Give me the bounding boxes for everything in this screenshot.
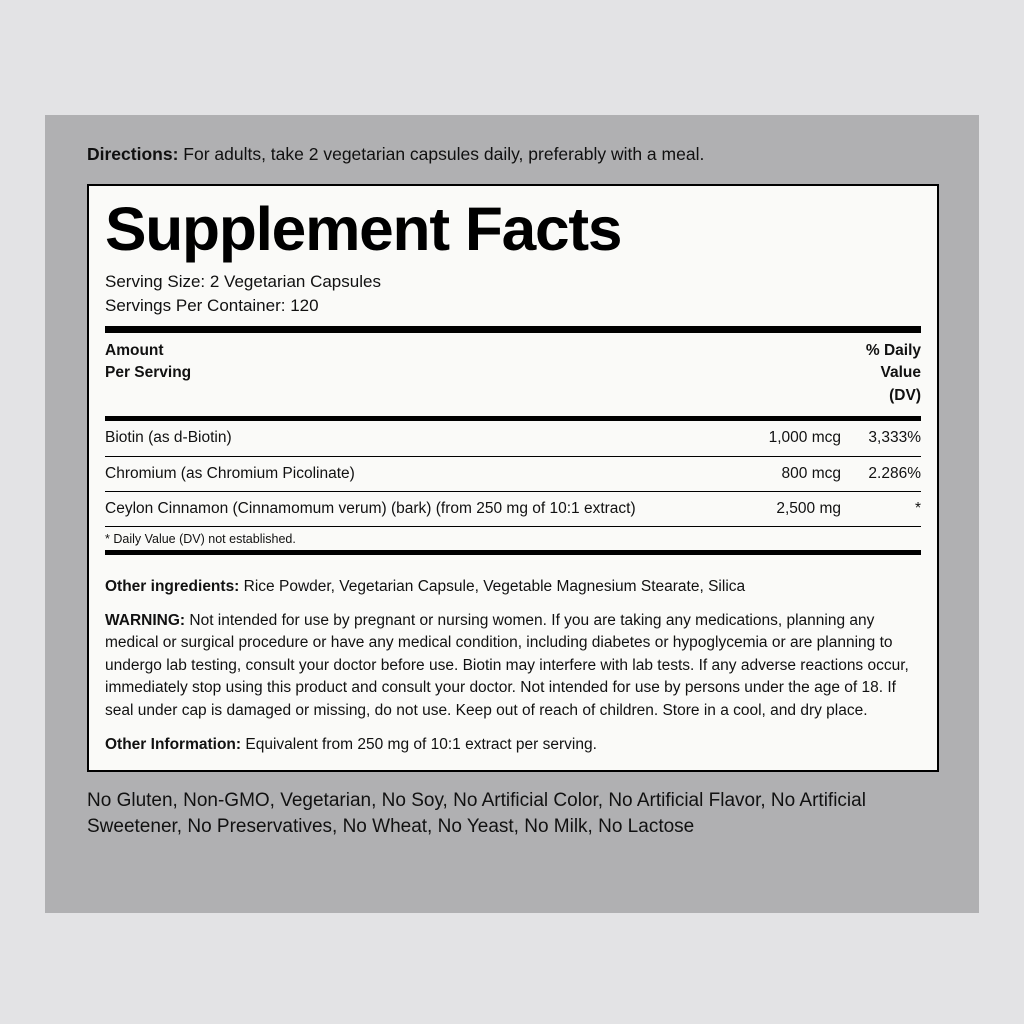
amount-header-line1: Amount xyxy=(105,342,164,360)
dv-header-line3: (DV) xyxy=(889,386,921,404)
divider-bottom xyxy=(105,550,921,555)
directions-text: For adults, take 2 vegetarian capsules daily, preferably with a meal. xyxy=(178,144,705,164)
other-information-text: Equivalent from 250 mg of 10:1 extract per serving. xyxy=(241,736,597,754)
nutrient-dv: 2.286% xyxy=(841,456,921,491)
nutrient-name: Chromium (as Chromium Picolinate) xyxy=(105,456,753,491)
nutrient-amount: 2,500 mg xyxy=(753,491,841,526)
nutrient-amount: 800 mcg xyxy=(753,456,841,491)
divider-thick-top xyxy=(105,326,921,333)
supplement-label-panel xyxy=(45,115,979,913)
other-ingredients-text: Rice Powder, Vegetarian Capsule, Vegetable Magnesium Stearate, Silica xyxy=(239,577,746,595)
supplement-facts-title: Supplement Facts xyxy=(105,195,622,263)
dv-header-line1: % Daily xyxy=(865,342,921,360)
nutrient-name: Ceylon Cinnamon (Cinnamomum verum) (bark) (from 250 mg of 10:1 extract) xyxy=(105,491,753,526)
dv-header-line2: Value xyxy=(880,364,921,382)
warning-label: WARNING: xyxy=(105,611,186,629)
nutrient-amount: 1,000 mcg xyxy=(768,429,841,447)
nutrient-dv: * xyxy=(841,491,921,526)
other-ingredients-line xyxy=(105,577,921,598)
table-row xyxy=(105,491,921,526)
table-row xyxy=(105,456,921,491)
amount-header xyxy=(105,333,603,416)
directions-label: Directions: xyxy=(87,144,179,164)
servings-per-container: Servings Per Container: 120 xyxy=(105,295,319,315)
supplement-facts-box xyxy=(87,184,939,772)
other-information-label: Other Information: xyxy=(105,736,242,754)
nutrient-name: Biotin (as d-Biotin) xyxy=(105,429,232,447)
nutrient-dv: 3,333% xyxy=(868,429,921,447)
table-header-row xyxy=(105,333,921,416)
table-row xyxy=(105,421,921,456)
supplement-facts-table xyxy=(105,333,921,416)
amount-header-line2: Per Serving xyxy=(105,364,192,382)
directions-line xyxy=(87,143,949,166)
dv-footnote: * Daily Value (DV) not established. xyxy=(105,531,296,546)
product-claims: No Gluten, Non-GMO, Vegetarian, No Soy, No Artificial Color, No Artificial Flavor, No Artificial Sweetener, No Preservatives, No Wheat, No Yeast, No Milk, No Lactose xyxy=(87,790,866,837)
other-ingredients-label: Other ingredients: xyxy=(105,577,240,595)
daily-value-header xyxy=(603,333,921,416)
serving-size: Serving Size: 2 Vegetarian Capsules xyxy=(105,271,381,291)
other-information-line xyxy=(105,734,921,756)
supplement-facts-rows xyxy=(105,421,921,525)
label-details xyxy=(89,565,937,770)
warning-line xyxy=(105,610,921,722)
warning-text: Not intended for use by pregnant or nursing women. If you are taking any medications, planning any medical or surgical procedure or have any medical condition, including diabetes or hypoglycemia or are planning to undergo lab testing, consult your doctor before use. Biotin may interfere with lab tests. If any adverse reactions occur, immediately stop using this product and consult your doctor. Not intended for use by persons under the age of 18. If seal under cap is damaged or missing, do not use. Keep out of reach of children. Store in a cool, and dry place. xyxy=(105,611,909,719)
